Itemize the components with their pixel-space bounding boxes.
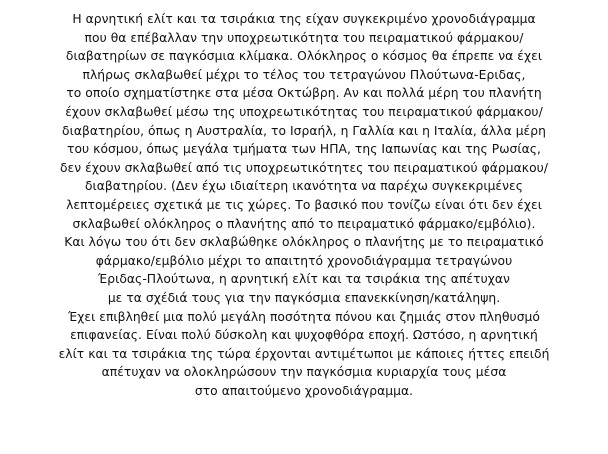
text-line: με τα σχέδιά τους για την παγκόσμια επανεκκίνηση/κατάληψη. <box>107 290 501 305</box>
text-line: ελίτ και τα τσιράκια της τώρα έρχονται αντιμέτωποι με κάποιες ήττες επειδή <box>58 346 550 361</box>
text-line: απέτυχαν να ολοκληρώσουν την παγκόσμια κυριαρχία τους μέσα <box>101 365 507 380</box>
text-line: έχουν σκλαβωθεί μέσω της υποχρεωτικότητας του πειραματικού φάρμακου/ <box>65 104 543 119</box>
text-line: Έχει επιβληθεί μια πολύ μεγάλη ποσότητα πόνου και ζημιάς στον πληθυσμό <box>68 309 540 324</box>
document-body <box>0 10 608 400</box>
text-line: δεν έχουν σκλαβωθεί από τις υποχρεωτικότητες του πειραματικού φάρμακου/ <box>59 160 549 175</box>
text-line: διαβατηρίου. (Δεν έχω ιδιαίτερη ικανότητα να παρέχω συγκεκριμένες <box>84 179 524 194</box>
text-line: διαβατηρίων σε παγκόσμια κλίμακα. Ολόκληρος ο κόσμος θα έπρεπε να έχει <box>65 49 543 64</box>
text-line: λεπτομέρειες σχετικά με τις χώρες. Το βασικό που τονίζω είναι ότι δεν έχει <box>66 197 542 212</box>
text-line: Και λόγω του ότι δεν σκλαβώθηκε ολόκληρος ο πλανήτης με το πειραματικό <box>64 235 544 250</box>
text-line: στο απαιτούμενο χρονοδιάγραμμα. <box>194 383 414 398</box>
text-line: σκλαβωθεί ολόκληρος ο πλανήτης από το πειραματικό φάρμακο/εμβόλιο). <box>72 216 536 231</box>
text-line: Έριδας-Πλούτωνα, η αρνητική ελίτ και τα τσιράκια της απέτυχαν <box>98 272 510 287</box>
text-line: διαβατηρίου, όπως η Αυστραλία, το Ισραήλ, η Γαλλία και η Ιταλία, άλλα μέρη <box>62 123 546 138</box>
text-line: του κόσμου, όπως μεγάλα τμήματα των ΗΠΑ, της Ιαπωνίας και της Ρωσίας, <box>67 142 541 157</box>
text-line: το οποίο σχηματίστηκε στα μέσα Οκτώβρη. Αν και πολλά μέρη του πλανήτη <box>66 86 542 101</box>
text-line: φάρμακο/εμβόλιο μέχρι το απαιτητό χρονοδιάγραμμα τετραγώνου <box>95 253 513 268</box>
text-line: επιφανείας. Είναι πολύ δύσκολη και ψυχοφθόρα εποχή. Ωστόσο, η αρνητική <box>70 328 538 343</box>
text-line: που θα επέβαλλαν την υποχρεωτικότητα του πειραματικού φάρμακου/ <box>84 30 524 45</box>
text-line: πλήρως σκλαβωθεί μέχρι το τέλος του τετραγώνου Πλούτωνα-Εριδας, <box>82 67 526 82</box>
text-line: Η αρνητική ελίτ και τα τσιράκια της είχαν συγκεκριμένο χρονοδιάγραμμα <box>72 12 536 26</box>
